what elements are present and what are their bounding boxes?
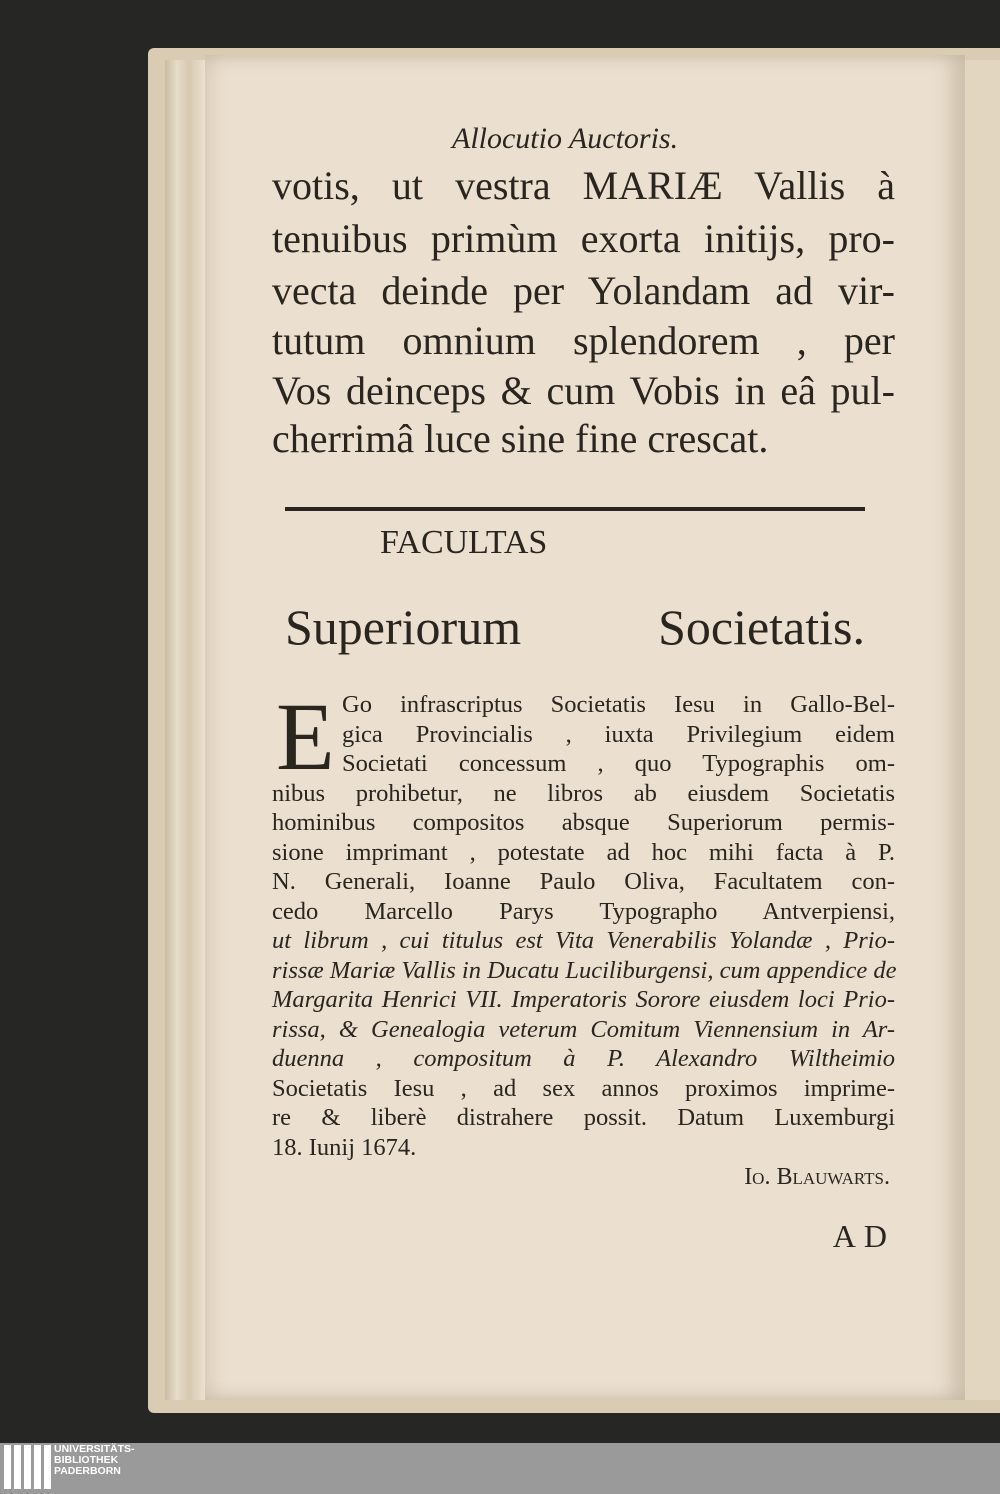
body-line: Societati concessum , quo Typographis om- — [342, 750, 895, 777]
body-line: gica Provincialis , iuxta Privilegium eidem — [342, 720, 895, 748]
running-header: Allocutio Auctoris. — [452, 122, 679, 155]
library-name: UNIVERSITÄTS- BIBLIOTHEK PADERBORN — [54, 1443, 135, 1477]
body-line: ut librum , cui titulus est Vita Venerabilis Yolandæ , Prio- — [272, 927, 895, 954]
body-line: Societatis Iesu , ad sex annos proximos imprime- — [272, 1074, 895, 1102]
paragraph-line: vecta deinde per Yolandam ad vir- — [272, 268, 895, 313]
body-line: re & liberè distrahere possit. Datum Luxemburgi — [272, 1104, 895, 1131]
section-subtitle: Superiorum Societatis. — [285, 599, 865, 655]
section-rule — [285, 507, 865, 511]
body-line: Go infrascriptus Societatis Iesu in Gallo-Bel- — [342, 691, 895, 718]
catchword: AD — [832, 1218, 895, 1254]
paragraph-line: tenuibus primùm exorta initijs, pro- — [272, 216, 895, 261]
body-line: cedo Marcello Parys Typographo Antverpiensi, — [272, 897, 895, 925]
body-line: Margarita Henrici VII. Imperatoris Sorore eiusdem loci Prio- — [272, 986, 895, 1013]
page-edges — [165, 60, 205, 1400]
body-line: N. Generali, Ioanne Paulo Oliva, Facultatem con- — [272, 868, 895, 895]
paragraph-line: Vos deinceps & cum Vobis in eâ pul- — [272, 368, 895, 413]
section-title: FACULTAS — [380, 524, 548, 561]
body-line: duenna , compositum à P. Alexandro Wiltheimio — [272, 1045, 895, 1072]
body-line: rissa, & Genealogia veterum Comitum Viennensium in Ar- — [272, 1015, 895, 1043]
body-line: nibus prohibetur, ne libros ab eiusdem Societatis — [272, 779, 895, 807]
paragraph-line: cherrimâ luce sine fine crescat. — [272, 416, 769, 461]
body-line: sione imprimant , potestate ad hoc mihi facta à P. — [272, 838, 895, 866]
paragraph-line: tutum omnium splendorem , per — [272, 318, 895, 363]
paragraph-line: votis, ut vestra MARIÆ Vallis à — [272, 163, 895, 208]
library-footer — [0, 1443, 1000, 1494]
body-line: rissæ Mariæ Vallis in Ducatu Luciliburgensi, cum appendice de — [272, 956, 897, 984]
body-line: hominibus compositos absque Superiorum permis- — [272, 809, 895, 836]
facing-page-edge — [960, 60, 1000, 1400]
body-line: 18. Iunij 1674. — [272, 1133, 417, 1161]
signature: Io. Blauwarts. — [744, 1164, 890, 1190]
drop-cap: E — [276, 683, 335, 790]
library-logo-icon — [4, 1445, 54, 1494]
